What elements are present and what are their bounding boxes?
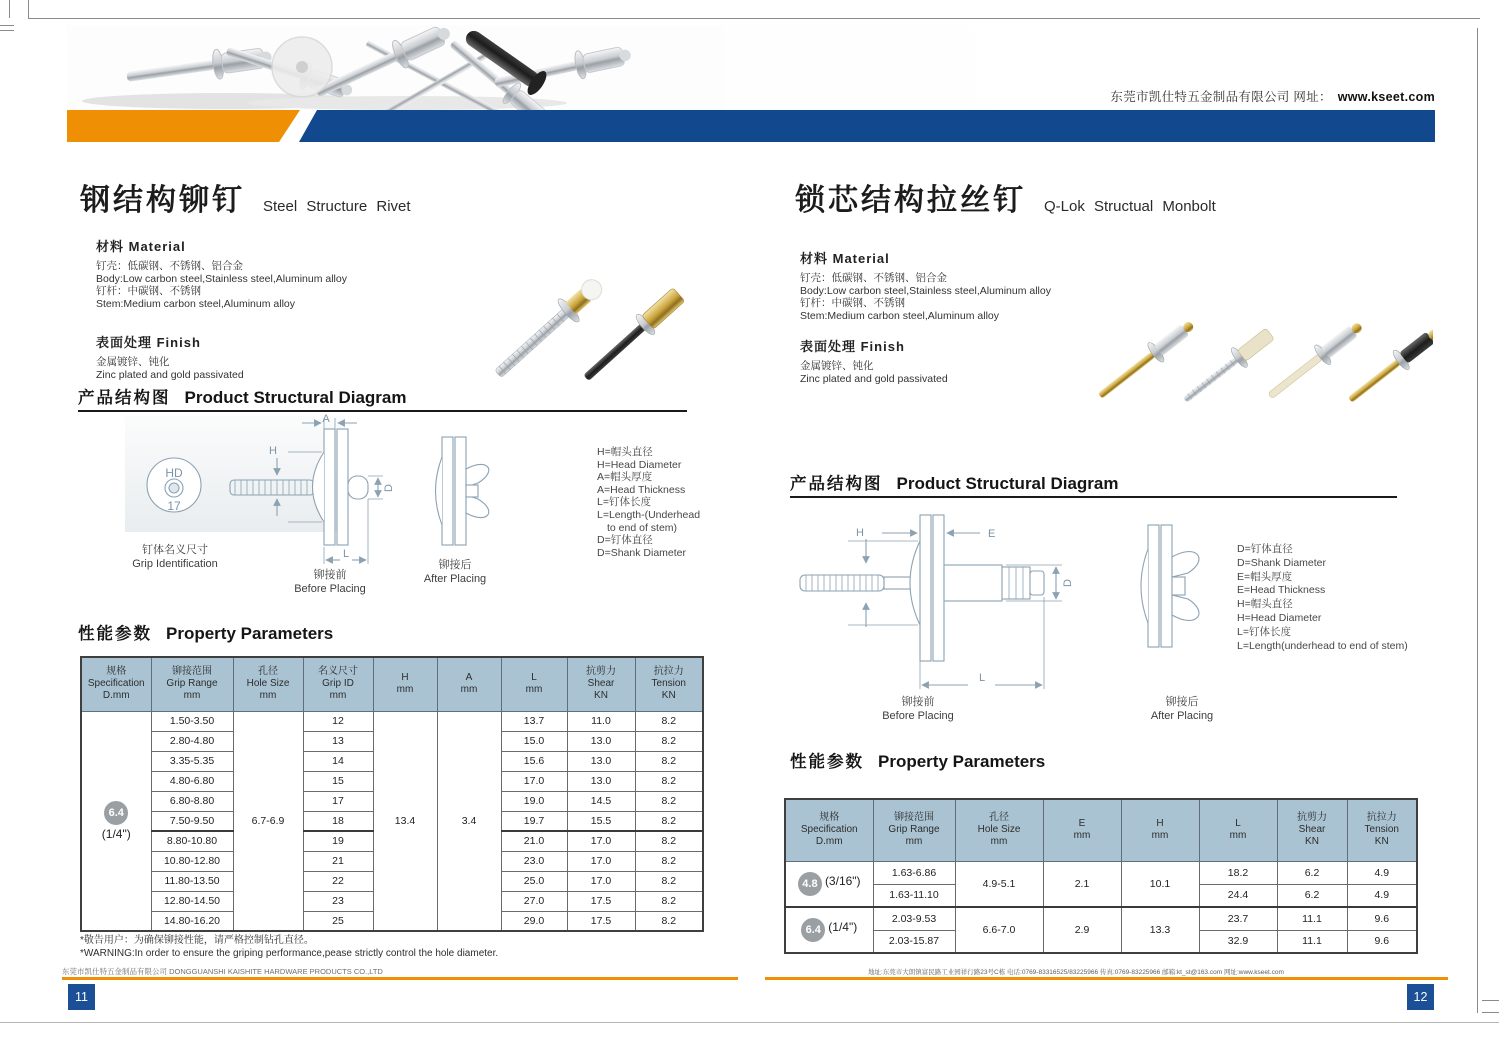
left-diagram-heading (78, 384, 407, 408)
col-h: H mm (1121, 799, 1199, 861)
left-title-en: Steel Structure Rivet (263, 198, 411, 215)
left-material-block (96, 236, 347, 310)
legend-line: H=Head Diameter (1237, 611, 1322, 624)
table-row: 4.80-6.80 15 17.0 13.0 8.2 (81, 771, 703, 791)
right-parameters-table (784, 798, 1418, 954)
cell-specification: 6.4 (1/4") (785, 907, 873, 953)
cell-specification: 4.8 (3/16") (785, 861, 873, 907)
col-tension: 抗拉力 Tension KN (1347, 799, 1417, 861)
dim-label-d: D (1062, 579, 1074, 587)
legend-line: L=Length-(Underhead (597, 508, 701, 521)
material-line: 钉壳：低碳钢、不锈钢、铝合金 (96, 260, 243, 272)
cell-grip-range: 1.63-6.86 (873, 861, 955, 884)
blue-accent-bar (299, 110, 1435, 142)
cell-l: 13.7 (501, 711, 567, 731)
dim-label-d: D (383, 484, 395, 492)
table-row: 11.80-13.50 22 25.0 17.0 8.2 (81, 871, 703, 891)
material-line: 钉杆：中碳钢、不锈钢 (800, 297, 905, 309)
material-line: 钉壳：低碳钢、不锈钢、铝合金 (800, 272, 947, 284)
before-placing-caption-en: Before Placing (294, 583, 366, 595)
cell-shear: 11.0 (567, 711, 635, 731)
left-page-number: 11 (68, 984, 95, 1010)
dim-label-h: H (269, 445, 277, 457)
left-diagram-legend (597, 446, 700, 559)
material-line: Stem:Medium carbon steel,Aluminum alloy (800, 309, 999, 322)
table-row: 8.80-10.80 19 21.0 17.0 8.2 (81, 831, 703, 851)
grip-id-caption-en: Grip Identification (132, 558, 218, 570)
legend-line: D=钉体直径 (597, 534, 653, 547)
dim-label-a: A (322, 413, 330, 425)
legend-line: A=帽头厚度 (597, 471, 653, 484)
col-specification: 规格 Specification D.mm (785, 799, 873, 861)
col-specification: 规格 Specification D.mm (81, 657, 151, 711)
after-placing-caption-cn: 铆接后 (1165, 696, 1199, 708)
right-title-en: Q-Lok Structual Monbolt (1044, 198, 1216, 215)
before-placing-caption-cn: 铆接前 (901, 696, 935, 708)
warning-en: *WARNING:In order to ensure the griping performance,pease strictly control the hole diameter. (80, 948, 499, 959)
col-hole-size: 孔径 Hole Size mm (955, 799, 1043, 861)
material-line: Body:Low carbon steel,Stainless steel,Aluminum alloy (96, 272, 347, 285)
right-footer-contact: 地址:东莞市大朗镇富民路工业园祥行路23号C栋 电话:0769-83316525/83225966 传真:0769-83225966 邮箱:kt_st@163.com 网址:www.kseet.com (868, 969, 1284, 976)
dim-label-l: L (342, 548, 350, 560)
left-params-heading (78, 620, 333, 644)
right-diagram-heading (790, 470, 1119, 494)
legend-line: H=Head Diameter (597, 458, 682, 471)
col-grip-range: 铆接范围 Grip Range mm (873, 799, 955, 861)
table-row: 2.80-4.80 13 15.0 13.0 8.2 (81, 731, 703, 751)
right-material-block (800, 248, 1051, 322)
legend-line: L=钉体长度 (597, 496, 651, 509)
section-rule (790, 496, 1397, 498)
crop-mark (1482, 1000, 1499, 1001)
material-line: Stem:Medium carbon steel,Aluminum alloy (96, 297, 295, 310)
cell-grip-id: 12 (303, 711, 373, 731)
after-placing-caption-cn: 铆接后 (438, 559, 472, 571)
after-placing-drawing (1141, 525, 1199, 647)
table-row: 7.50-9.50 18 19.7 15.5 8.2 (81, 811, 703, 831)
warning-cn: *敬告用户：为确保铆接性能，请严格控制钻孔直径。 (80, 935, 314, 946)
params-heading-cn: 性能参数 (790, 753, 864, 771)
website-link[interactable]: www.kseet.com (1337, 90, 1435, 104)
bottom-rule (0, 1022, 1499, 1023)
right-finish-block (800, 336, 948, 385)
material-line: 钉杆：中碳钢、不锈钢 (96, 285, 201, 297)
left-footer-rule (62, 977, 738, 980)
col-tension: 抗拉力 Tension KN (635, 657, 703, 711)
cell-h: 10.1 (1121, 861, 1199, 907)
legend-line: E=帽头厚度 (1237, 570, 1293, 583)
section-rule (78, 410, 687, 412)
before-placing-caption-en: Before Placing (882, 710, 954, 722)
cell-a: 3.4 (437, 711, 501, 931)
left-parameters-table (80, 656, 704, 932)
params-heading-en: Property Parameters (878, 752, 1046, 771)
diagram-heading-cn: 产品结构图 (78, 389, 171, 407)
orange-accent-bar (67, 110, 300, 142)
finish-heading: 表面处理 Finish (96, 335, 201, 350)
legend-line: L=钉体长度 (1237, 625, 1291, 638)
legend-line: to end of stem) (607, 521, 678, 534)
finish-line: 金属镀锌、钝化 (96, 356, 170, 368)
col-a: A mm (437, 657, 501, 711)
table-row (81, 711, 703, 731)
table-row (785, 907, 1417, 930)
left-footer-company: 东莞市凯仕特五金制品有限公司 DONGGUANSHI KAISHITE HARDWARE PRODUCTS CO.,LTD (62, 967, 383, 976)
col-grip-id: 名义尺寸 Grip ID mm (303, 657, 373, 711)
col-l: L mm (1199, 799, 1277, 861)
finish-line: Zinc plated and gold passivated (800, 372, 948, 385)
cell-e: 2.9 (1043, 907, 1121, 953)
cell-tension: 8.2 (635, 711, 703, 731)
right-page-number: 12 (1407, 984, 1434, 1010)
crop-mark (9, 0, 10, 18)
right-diagram-legend (1237, 543, 1408, 653)
col-shear: 抗剪力 Shear KN (1277, 799, 1347, 861)
table-row: 3.35-5.35 14 15.6 13.0 8.2 (81, 751, 703, 771)
table-row: 2.03-15.87 32.9 11.1 9.6 (785, 930, 1417, 953)
grip-id-caption-cn: 钉体名义尺寸 (142, 544, 208, 556)
right-params-heading (790, 748, 1045, 772)
cell-shear: 6.2 (1277, 861, 1347, 884)
col-e: E mm (1043, 799, 1121, 861)
table-row: 10.80-12.80 21 23.0 17.0 8.2 (81, 851, 703, 871)
legend-line: E=Head Thickness (1237, 584, 1326, 597)
legend-line: H=帽头直径 (1237, 598, 1293, 611)
dim-label-e: E (988, 528, 996, 540)
col-l: L mm (501, 657, 567, 711)
top-rule (28, 18, 1480, 19)
crop-mark (28, 0, 29, 18)
col-shear: 抗剪力 Shear KN (567, 657, 635, 711)
diagram-heading-en: Product Structural Diagram (184, 388, 407, 407)
material-line: Body:Low carbon steel,Stainless steel,Aluminum alloy (800, 284, 1051, 297)
finish-line: 金属镀锌、钝化 (800, 360, 874, 372)
cell-e: 2.1 (1043, 861, 1121, 907)
dim-label-l: L (978, 672, 986, 684)
material-heading: 材料 Material (96, 239, 186, 254)
head-marking-17: 17 (167, 499, 181, 513)
legend-line: A=Head Thickness (597, 483, 686, 496)
table-row: 14.80-16.20 25 29.0 17.5 8.2 (81, 911, 703, 931)
company-name: 东莞市凯仕特五金制品有限公司 网址： (1110, 90, 1332, 104)
legend-line: D=Shank Diameter (597, 546, 686, 559)
dim-label-h: H (856, 527, 864, 539)
params-heading-en: Property Parameters (166, 624, 334, 643)
left-warning (80, 934, 498, 960)
right-page-title (795, 175, 1216, 219)
before-placing-drawing (800, 515, 1062, 689)
table-header-row (785, 799, 1417, 861)
col-hole-size: 孔径 Hole Size mm (233, 657, 303, 711)
table-row: 1.63-11.10 24.4 6.2 4.9 (785, 884, 1417, 907)
cell-shear: 11.1 (1277, 907, 1347, 930)
right-title-cn: 锁芯结构拉丝钉 (795, 184, 1026, 217)
head-marking-hd: HD (165, 466, 183, 480)
cell-grip-range: 1.50-3.50 (151, 711, 233, 731)
after-placing-caption-en: After Placing (1150, 710, 1214, 722)
legend-line: D=钉体直径 (1237, 543, 1293, 555)
col-h: H mm (373, 657, 437, 711)
cell-specification: 6.4 (1/4") (81, 711, 151, 931)
crop-mark (1482, 1012, 1499, 1013)
cell-grip-range: 2.03-9.53 (873, 907, 955, 930)
legend-line: D=Shank Diameter (1237, 556, 1326, 569)
cell-tension: 9.6 (1347, 907, 1417, 930)
cell-hole-size: 6.7-6.9 (233, 711, 303, 931)
cell-h: 13.4 (373, 711, 437, 931)
after-placing-drawing (436, 437, 489, 545)
legend-line: H=帽头直径 (597, 446, 653, 458)
table-header-row (81, 657, 703, 711)
table-row (785, 861, 1417, 884)
cell-l: 18.2 (1199, 861, 1277, 884)
cell-h: 13.3 (1121, 907, 1199, 953)
right-product-photo (1088, 292, 1433, 402)
material-heading: 材料 Material (800, 251, 890, 266)
params-heading-cn: 性能参数 (78, 625, 152, 643)
after-placing-caption-en: After Placing (423, 573, 487, 585)
crop-mark (0, 25, 14, 26)
diagram-heading-en: Product Structural Diagram (896, 474, 1119, 493)
finish-line: Zinc plated and gold passivated (96, 368, 244, 381)
cell-hole-size: 6.6-7.0 (955, 907, 1043, 953)
left-product-photo (468, 252, 693, 382)
before-placing-caption-cn: 铆接前 (313, 569, 347, 581)
left-title-cn: 钢结构铆钉 (80, 184, 245, 217)
table-row: 12.80-14.50 23 27.0 17.5 8.2 (81, 891, 703, 911)
legend-line: L=Length(underhead to end of stem) (1237, 639, 1408, 652)
diagram-heading-cn: 产品结构图 (790, 475, 883, 493)
left-page-title (80, 175, 411, 219)
company-header-line (850, 87, 1435, 105)
cell-tension: 4.9 (1347, 861, 1417, 884)
left-finish-block (96, 332, 244, 381)
crop-mark (0, 30, 14, 31)
finish-heading: 表面处理 Finish (800, 339, 905, 354)
cell-hole-size: 4.9-5.1 (955, 861, 1043, 907)
table-row: 6.80-8.80 17 19.0 14.5 8.2 (81, 791, 703, 811)
col-grip-range: 铆接范围 Grip Range mm (151, 657, 233, 711)
cell-l: 23.7 (1199, 907, 1277, 930)
right-footer-rule (765, 977, 1448, 980)
right-rule (1477, 28, 1478, 1013)
